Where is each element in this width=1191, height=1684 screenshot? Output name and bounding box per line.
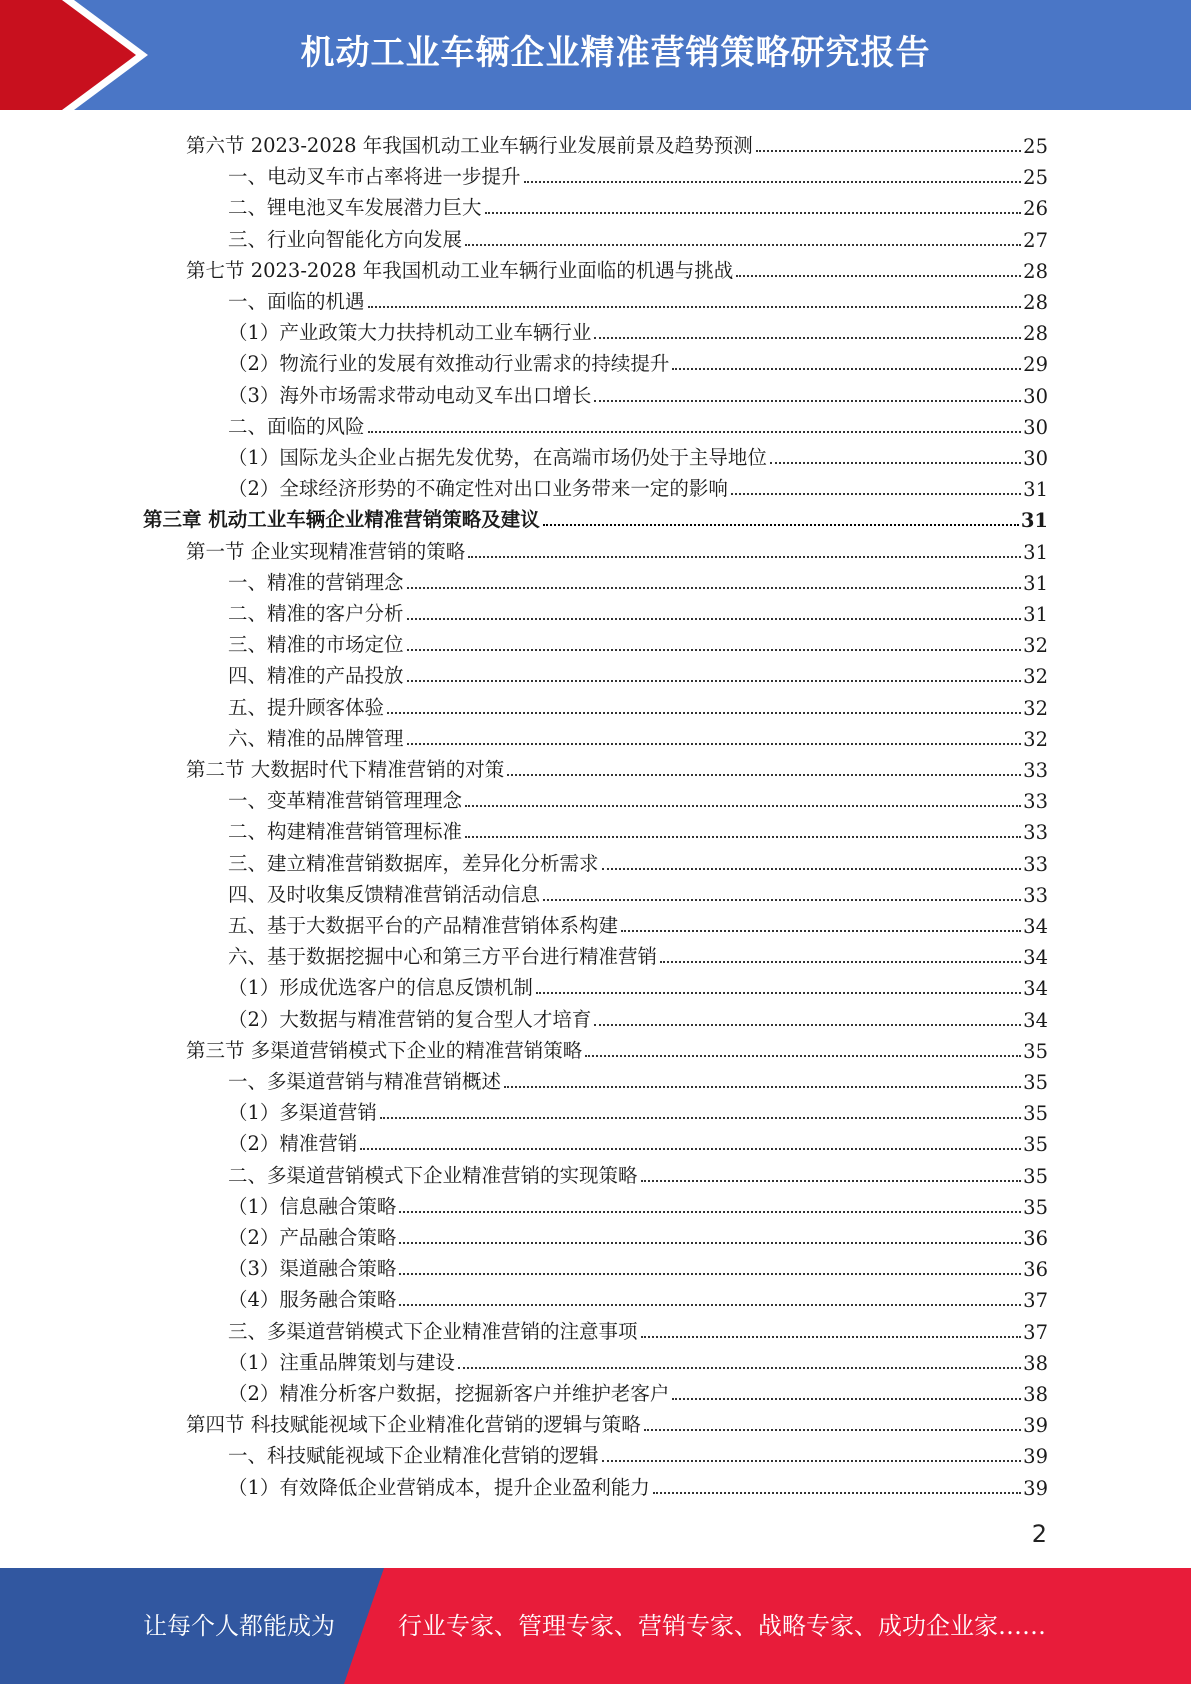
toc-entry-page: 31 xyxy=(1023,478,1048,502)
toc-entry-page: 26 xyxy=(1023,197,1048,221)
toc-dot-leader xyxy=(399,1211,1021,1213)
toc-entry-page: 37 xyxy=(1023,1289,1048,1313)
toc-dot-leader xyxy=(465,836,1021,838)
toc-entry-page: 30 xyxy=(1023,415,1048,439)
toc-entry-page: 33 xyxy=(1023,883,1048,907)
toc-subsection-entry[interactable] xyxy=(228,221,1048,252)
toc-entry-page: 35 xyxy=(1023,1102,1048,1126)
toc-subsection-entry[interactable] xyxy=(228,938,1048,969)
toc-entry-page: 30 xyxy=(1023,447,1048,470)
toc-dot-leader xyxy=(407,649,1022,651)
toc-dot-leader xyxy=(594,337,1021,339)
toc-entry-label: 三、多渠道营销模式下企业精准营销的注意事项 xyxy=(228,1319,638,1343)
toc-dot-leader xyxy=(465,244,1021,246)
toc-subsection-entry[interactable] xyxy=(228,1157,1048,1188)
toc-entry-label: （2）全球经济形势的不确定性对出口业务带来一定的影响 xyxy=(228,477,728,501)
toc-entry-label: （3）渠道融合策略 xyxy=(228,1257,397,1281)
toc-section-entry[interactable] xyxy=(186,252,1048,283)
toc-entry-label: 二、精准的客户分析 xyxy=(228,602,404,625)
toc-entry-label: 一、变革精准营销管理理念 xyxy=(228,789,463,813)
toc-entry-label: 二、构建精准营销管理标准 xyxy=(228,820,463,844)
toc-entry-label: 第六节 2023-2028 年我国机动工业车辆行业发展前景及趋势预测 xyxy=(186,134,753,157)
toc-entry-page: 39 xyxy=(1023,1445,1048,1469)
toc-dot-leader xyxy=(653,1492,1021,1494)
toc-entry-label: 二、多渠道营销模式下企业精准营销的实现策略 xyxy=(228,1163,638,1187)
toc-dot-leader xyxy=(468,556,1021,558)
toc-dot-leader xyxy=(621,930,1021,932)
toc-dot-leader xyxy=(770,462,1021,464)
toc-entry-page: 35 xyxy=(1023,1071,1048,1094)
toc-entry-page: 31 xyxy=(1023,603,1048,626)
toc-entry-label: （2）精准营销 xyxy=(228,1132,358,1156)
toc-entry-page: 25 xyxy=(1023,166,1048,190)
toc-entry-page: 31 xyxy=(1020,509,1048,533)
toc-entry-label: 一、精准的营销理念 xyxy=(228,570,404,594)
toc-dot-leader xyxy=(731,493,1021,495)
toc-entry-label: 三、建立精准营销数据库，差异化分析需求 xyxy=(228,851,599,875)
toc-entry-label: 第七节 2023-2028 年我国机动工业车辆行业面临的机遇与挑战 xyxy=(186,258,734,282)
toc-subsection-entry[interactable] xyxy=(228,283,1048,314)
toc-dot-leader xyxy=(594,400,1021,402)
toc-entry-label: 五、基于大数据平台的产品精准营销体系构建 xyxy=(228,914,619,937)
toc-entry-label: 三、行业向智能化方向发展 xyxy=(228,227,463,251)
toc-entry-page: 27 xyxy=(1023,228,1048,252)
toc-entry-page: 36 xyxy=(1023,1258,1048,1282)
toc-dot-leader xyxy=(504,1086,1021,1088)
toc-entry-label: （2）精准分析客户数据，挖掘新客户并维护老客户 xyxy=(228,1382,670,1405)
toc-dot-leader xyxy=(465,805,1021,807)
toc-entry-label: （2）产品融合策略 xyxy=(228,1226,397,1249)
toc-entry-label: （1）形成优选客户的信息反馈机制 xyxy=(228,976,533,1000)
toc-entry-page: 28 xyxy=(1023,259,1048,283)
toc-entry-page: 31 xyxy=(1023,540,1048,564)
toc-chapter-entry[interactable] xyxy=(143,501,1048,532)
toc-subsection-entry[interactable] xyxy=(228,969,1048,1000)
toc-dot-leader xyxy=(756,150,1021,152)
toc-dot-leader xyxy=(736,275,1021,277)
toc-entry-label: （1）注重品牌策划与建设 xyxy=(228,1350,455,1374)
toc-entry-page: 28 xyxy=(1023,291,1048,314)
toc-dot-leader xyxy=(660,961,1021,963)
toc-entry-label: 五、提升顾客体验 xyxy=(228,695,385,719)
toc-entry-page: 30 xyxy=(1023,384,1048,408)
toc-entry-label: 二、面临的风险 xyxy=(228,414,365,438)
footer-slogan-left: 让每个人都能成为 xyxy=(143,1612,335,1640)
toc-dot-leader xyxy=(672,368,1021,370)
toc-dot-leader xyxy=(360,1148,1021,1150)
toc-subsection-entry[interactable] xyxy=(228,470,1048,501)
toc-entry-page: 35 xyxy=(1023,1164,1048,1188)
toc-dot-leader xyxy=(543,899,1021,901)
toc-subsection-entry[interactable] xyxy=(228,408,1048,439)
toc-entry-page: 33 xyxy=(1023,852,1048,876)
toc-subsection-entry[interactable] xyxy=(228,1437,1048,1468)
toc-entry-page: 29 xyxy=(1023,353,1048,377)
toc-entry-page: 39 xyxy=(1023,1476,1048,1500)
toc-entry-page: 34 xyxy=(1023,946,1048,970)
toc-entry-label: （2）物流行业的发展有效推动行业需求的持续提升 xyxy=(228,352,670,376)
toc-subsection-entry[interactable] xyxy=(228,876,1048,907)
toc-dot-leader xyxy=(380,1117,1021,1119)
toc-entry-label: （3）海外市场需求带动电动叉车出口增长 xyxy=(228,383,592,407)
toc-entry-label: （1）有效降低企业营销成本，提升企业盈利能力 xyxy=(228,1475,650,1499)
toc-entry-page: 34 xyxy=(1023,1008,1048,1032)
toc-subsection-entry[interactable] xyxy=(228,813,1048,844)
toc-subsection-entry[interactable] xyxy=(228,345,1048,376)
toc-subsection-entry[interactable] xyxy=(228,1125,1048,1156)
toc-dot-leader xyxy=(368,431,1022,433)
toc-dot-leader xyxy=(641,1180,1022,1182)
toc-dot-leader xyxy=(536,992,1021,994)
toc-entry-label: 三、精准的市场定位 xyxy=(228,633,404,657)
toc-subsection-entry[interactable] xyxy=(228,1063,1048,1094)
toc-dot-leader xyxy=(407,587,1022,589)
toc-section-entry[interactable] xyxy=(186,1032,1048,1063)
toc-section-entry[interactable] xyxy=(186,533,1048,564)
toc-subsection-entry[interactable] xyxy=(228,1250,1048,1281)
toc-dot-leader xyxy=(644,1429,1021,1431)
toc-entry-label: 一、多渠道营销与精准营销概述 xyxy=(228,1070,502,1093)
toc-dot-leader xyxy=(407,618,1022,620)
toc-subsection-entry[interactable] xyxy=(228,1469,1048,1500)
toc-dot-leader xyxy=(507,774,1021,776)
toc-subsection-entry[interactable] xyxy=(228,595,1048,626)
toc-entry-page: 32 xyxy=(1023,634,1048,658)
toc-entry-page: 35 xyxy=(1023,1195,1048,1219)
toc-subsection-entry[interactable] xyxy=(228,314,1048,345)
toc-entry-page: 37 xyxy=(1023,1320,1048,1344)
page-header xyxy=(0,0,1191,110)
toc-dot-leader xyxy=(399,1304,1021,1306)
toc-entry-page: 33 xyxy=(1023,759,1048,782)
toc-subsection-entry[interactable] xyxy=(228,1281,1048,1312)
toc-entry-label: 四、及时收集反馈精准营销活动信息 xyxy=(228,882,541,906)
toc-subsection-entry[interactable] xyxy=(228,564,1048,595)
toc-dot-leader xyxy=(368,306,1022,308)
toc-dot-leader xyxy=(602,868,1022,870)
toc-dot-leader xyxy=(585,1055,1021,1057)
toc-entry-page: 34 xyxy=(1023,915,1048,938)
toc-subsection-entry[interactable] xyxy=(228,439,1048,470)
toc-entry-label: 四、精准的产品投放 xyxy=(228,664,404,688)
toc-subsection-entry[interactable] xyxy=(228,1188,1048,1219)
toc-entry-label: 第三节 多渠道营销模式下企业的精准营销策略 xyxy=(186,1038,583,1062)
toc-entry-label: 第二节 大数据时代下精准营销的对策 xyxy=(186,758,505,781)
toc-dot-leader xyxy=(407,743,1022,745)
toc-section-entry[interactable] xyxy=(186,751,1048,782)
toc-subsection-entry[interactable] xyxy=(228,1094,1048,1125)
toc-subsection-entry[interactable] xyxy=(228,377,1048,408)
toc-entry-label: （2）大数据与精准营销的复合型人才培育 xyxy=(228,1007,592,1031)
toc-entry-label: （4）服务融合策略 xyxy=(228,1288,397,1312)
toc-subsection-entry[interactable] xyxy=(228,1001,1048,1032)
toc-entry-page: 36 xyxy=(1023,1227,1048,1250)
toc-subsection-entry[interactable] xyxy=(228,657,1048,688)
toc-entry-page: 33 xyxy=(1023,821,1048,845)
toc-dot-leader xyxy=(602,1460,1022,1462)
toc-dot-leader xyxy=(407,680,1022,682)
toc-entry-label: （1）多渠道营销 xyxy=(228,1101,377,1125)
toc-dot-leader xyxy=(485,212,1022,214)
toc-entry-label: 二、锂电池叉车发展潜力巨大 xyxy=(228,196,482,220)
toc-entry-page: 33 xyxy=(1023,790,1048,814)
toc-entry-label: 一、电动叉车市占率将进一步提升 xyxy=(228,165,521,189)
page-footer xyxy=(0,1568,1191,1684)
toc-dot-leader xyxy=(458,1367,1021,1369)
toc-entry-page: 32 xyxy=(1023,727,1048,751)
toc-subsection-entry[interactable] xyxy=(228,720,1048,751)
toc-dot-leader xyxy=(594,1024,1021,1026)
toc-entry-label: （1）国际龙头企业占据先发优势，在高端市场仍处于主导地位 xyxy=(228,446,767,469)
toc-dot-leader xyxy=(387,712,1021,714)
toc-subsection-entry[interactable] xyxy=(228,689,1048,720)
toc-entry-label: 六、精准的品牌管理 xyxy=(228,726,404,750)
toc-entry-page: 31 xyxy=(1023,571,1048,595)
toc-dot-leader xyxy=(524,181,1022,183)
toc-dot-leader xyxy=(641,1336,1022,1338)
toc-entry-label: 一、科技赋能视域下企业精准化营销的逻辑 xyxy=(228,1444,599,1468)
toc-entry-page: 32 xyxy=(1023,696,1048,720)
toc-entry-page: 34 xyxy=(1023,977,1048,1001)
toc-section-entry[interactable] xyxy=(186,1406,1048,1437)
toc-dot-leader xyxy=(399,1242,1021,1244)
toc-subsection-entry[interactable] xyxy=(228,626,1048,657)
toc-entry-page: 25 xyxy=(1023,135,1048,158)
footer-slogan-right: 行业专家、管理专家、营销专家、战略专家、成功企业家…… xyxy=(398,1612,1046,1640)
toc-dot-leader xyxy=(672,1398,1021,1400)
toc-subsection-entry[interactable] xyxy=(228,158,1048,189)
toc-section-entry[interactable] xyxy=(186,127,1048,158)
toc-entry-label: （1）信息融合策略 xyxy=(228,1194,397,1218)
toc-entry-page: 38 xyxy=(1023,1351,1048,1375)
toc-subsection-entry[interactable] xyxy=(228,1375,1048,1406)
toc-subsection-entry[interactable] xyxy=(228,845,1048,876)
toc-entry-label: 一、面临的机遇 xyxy=(228,290,365,313)
toc-subsection-entry[interactable] xyxy=(228,1344,1048,1375)
toc-entry-label: 第一节 企业实现精准营销的策略 xyxy=(186,539,466,563)
toc-entry-page: 38 xyxy=(1023,1383,1048,1406)
toc-entry-page: 39 xyxy=(1023,1414,1048,1438)
toc-subsection-entry[interactable] xyxy=(228,1313,1048,1344)
toc-entry-label: 第三章 机动工业车辆企业精准营销策略及建议 xyxy=(143,508,540,532)
toc-dot-leader xyxy=(399,1273,1021,1275)
toc-subsection-entry[interactable] xyxy=(228,782,1048,813)
page-number: 2 xyxy=(1031,1520,1047,1548)
report-title: 机动工业车辆企业精准营销策略研究报告 xyxy=(300,33,931,73)
toc-entry-page: 35 xyxy=(1023,1133,1048,1157)
toc-entry-page: 28 xyxy=(1023,322,1048,346)
toc-entry-page: 32 xyxy=(1023,665,1048,689)
toc-entry-label: 第四节 科技赋能视域下企业精准化营销的逻辑与策略 xyxy=(186,1413,641,1437)
toc-subsection-entry[interactable] xyxy=(228,189,1048,220)
toc-entry-page: 35 xyxy=(1023,1039,1048,1063)
toc-subsection-entry[interactable] xyxy=(228,1219,1048,1250)
toc-subsection-entry[interactable] xyxy=(228,907,1048,938)
toc-dot-leader xyxy=(543,524,1019,526)
toc-entry-label: 六、基于数据挖掘中心和第三方平台进行精准营销 xyxy=(228,945,658,969)
toc-entry-label: （1）产业政策大力扶持机动工业车辆行业 xyxy=(228,321,592,345)
